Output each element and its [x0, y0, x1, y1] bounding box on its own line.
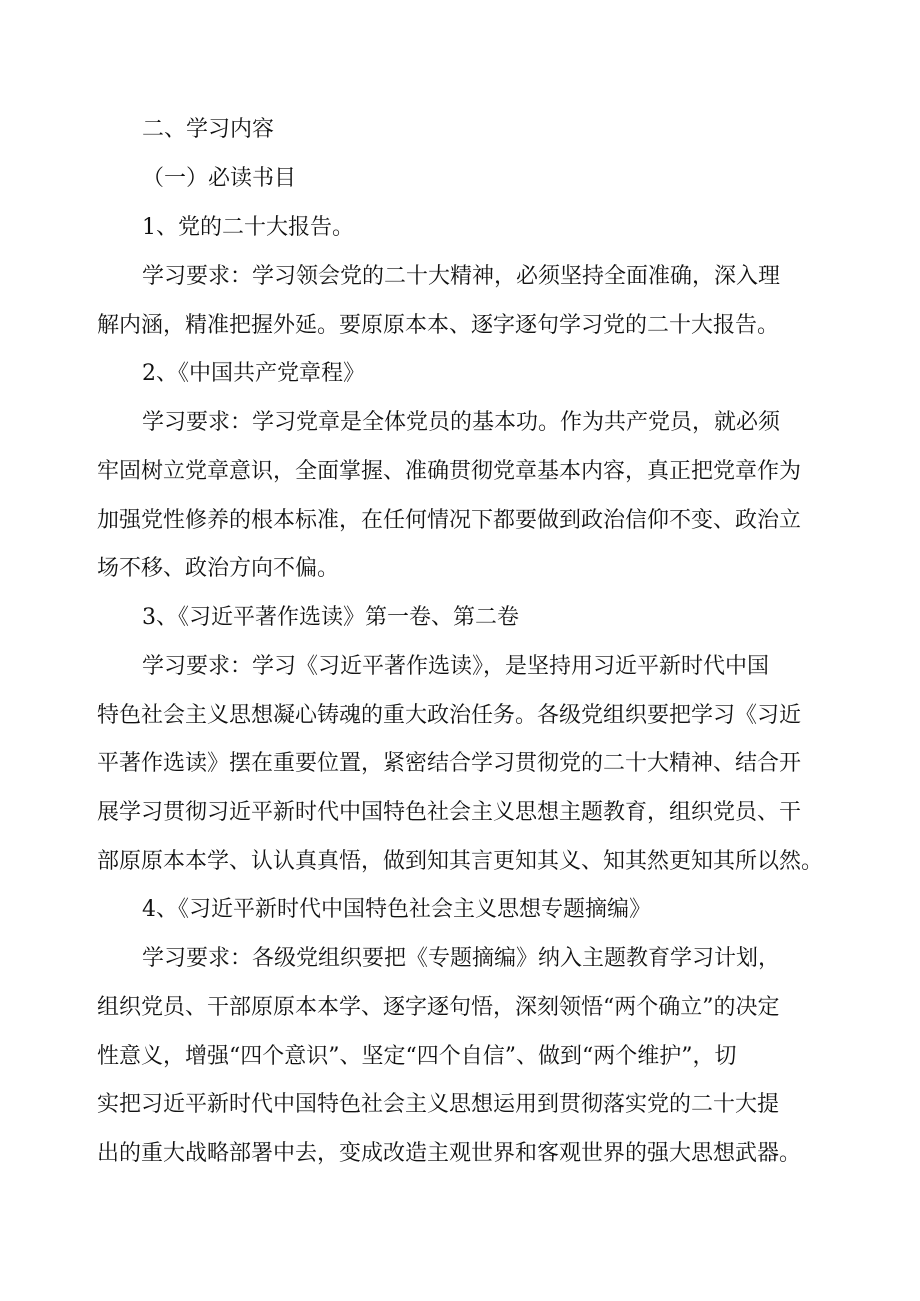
item-4-requirement-text: 实把习近平新时代中国特色社会主义思想运用到贯彻落实党的二十大提	[97, 1092, 780, 1117]
item-1-requirement-line	[0, 261, 920, 293]
item-4-requirement-line	[0, 992, 920, 1024]
item-1-title	[0, 212, 920, 244]
item-4-requirement-line	[0, 943, 920, 975]
item-2-requirement-text: 牢固树立党章意识，全面掌握、准确贯彻党章基本内容，真正把党章作为	[97, 459, 802, 484]
item-3-requirement-text: 平著作选读》摆在重要位置，紧密结合学习贯彻党的二十大精神、结合开	[97, 751, 802, 776]
item-3-requirement-line	[0, 797, 920, 829]
item-2-requirement-line	[0, 505, 920, 537]
item-4-requirement-text: 组织党员、干部原原本本学、逐字逐句悟，深刻领悟“两个确立”的决定	[97, 995, 780, 1020]
section-heading	[0, 114, 920, 146]
item-3-requirement-line	[0, 651, 920, 683]
item-1-requirement-text: 解内涵，精准把握外延。要原原本本、逐字逐句学习党的二十大报告。	[97, 313, 780, 338]
item-4-requirement-text: 性意义，增强“四个意识”、坚定“四个自信”、做到“两个维护”，切	[97, 1044, 737, 1069]
item-4-title-text: 4、《习近平新时代中国特色社会主义思想专题摘编》	[142, 897, 651, 922]
item-3-title-text: 3、《习近平著作选读》第一卷、第二卷	[142, 605, 519, 630]
item-3-requirement-text: 展学习贯彻习近平新时代中国特色社会主义思想主题教育，组织党员、干	[97, 800, 802, 825]
item-4-requirement-line	[0, 1089, 920, 1121]
item-3-requirement-line	[0, 700, 920, 732]
item-2-requirement-text: 加强党性修养的根本标准，在任何情况下都要做到政治信仰不变、政治立	[97, 508, 802, 533]
item-1-title-text: 1、党的二十大报告。	[142, 215, 354, 240]
item-3-requirement-line	[0, 748, 920, 780]
item-2-requirement-line	[0, 407, 920, 439]
subsection-heading	[0, 163, 920, 195]
item-2-title	[0, 358, 920, 390]
subsection-heading-text: （一）必读书目	[142, 166, 297, 191]
item-2-title-text: 2、《中国共产党章程》	[142, 361, 365, 386]
item-3-requirement-text: 部原原本本学、认认真真悟，做到知其言更知其义、知其然更知其所以然。	[97, 849, 824, 874]
item-1-requirement-text: 学习要求：学习领会党的二十大精神，必须坚持全面准确，深入理	[142, 264, 781, 289]
item-2-requirement-text: 学习要求：学习党章是全体党员的基本功。作为共产党员，就必须	[142, 410, 781, 435]
item-4-requirement-text: 出的重大战略部署中去，变成改造主观世界和客观世界的强大思想武器。	[97, 1141, 802, 1166]
section-heading-text: 二、学习内容	[142, 117, 275, 142]
item-2-requirement-text: 场不移、政治方向不偏。	[97, 556, 340, 581]
item-2-requirement-line	[0, 553, 920, 585]
item-4-title	[0, 894, 920, 926]
item-3-requirement-text: 学习要求：学习《习近平著作选读》，是坚持用习近平新时代中国	[142, 654, 770, 679]
item-3-title	[0, 602, 920, 634]
item-1-requirement-line	[0, 310, 920, 342]
item-3-requirement-text: 特色社会主义思想凝心铸魂的重大政治任务。各级党组织要把学习《习近	[97, 703, 802, 728]
item-3-requirement-line	[0, 846, 920, 878]
item-4-requirement-line	[0, 1138, 920, 1170]
item-4-requirement-text: 学习要求：各级党组织要把《专题摘编》纳入主题教育学习计划，	[142, 946, 781, 971]
item-4-requirement-line	[0, 1041, 920, 1073]
item-2-requirement-line	[0, 456, 920, 488]
